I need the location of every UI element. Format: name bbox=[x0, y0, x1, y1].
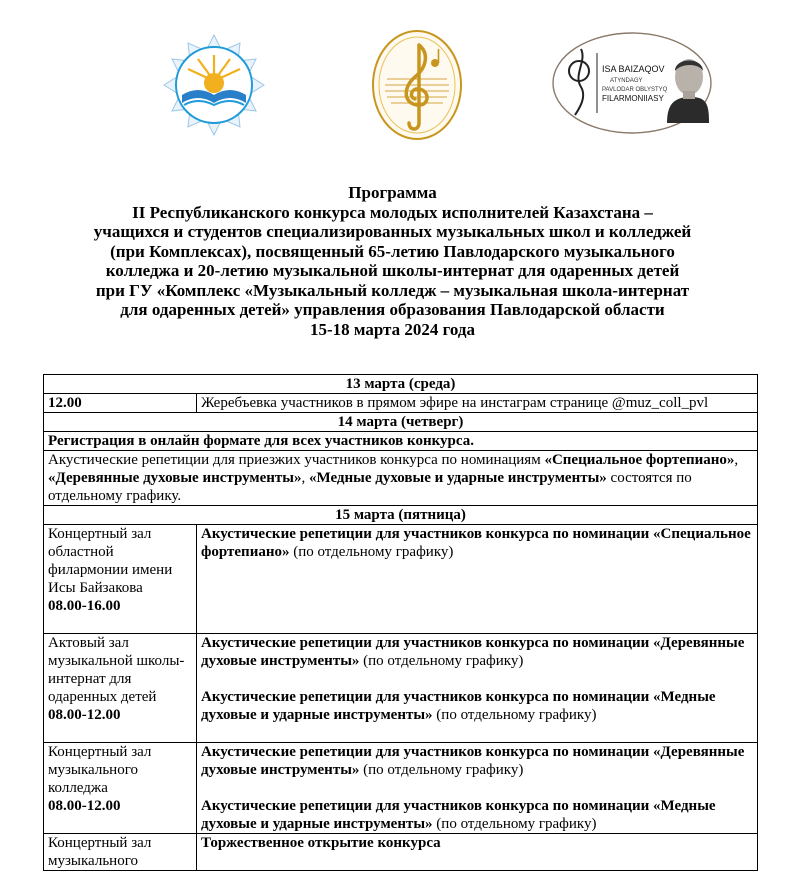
location-text: Актовый зал музыкальной школы-интернат для одаренных детей bbox=[48, 635, 185, 705]
rehearsal-text: состоятся по отдельному графику. bbox=[48, 470, 692, 504]
event-title: Акустические репетиции для участников конкурса по номинации «Медные духовые и ударные инструменты» bbox=[201, 689, 716, 723]
time-text: 08.00-12.00 bbox=[48, 707, 121, 723]
event-note: (по отдельному графику) bbox=[432, 816, 597, 832]
logo-text-line-2: ATYNDAGY bbox=[610, 78, 643, 84]
nomination-woodwind: «Деревянные духовые инструменты» bbox=[48, 470, 302, 486]
rehearsal-cell bbox=[44, 451, 758, 506]
table-row bbox=[44, 432, 758, 451]
program-title bbox=[60, 183, 725, 339]
day-header-row bbox=[44, 506, 758, 525]
day-header: 15 марта (пятница) bbox=[44, 506, 758, 525]
logo-strip bbox=[0, 0, 785, 170]
table-row bbox=[44, 834, 758, 871]
title-line: колледжа и 20-летию музыкальной школы-интернат для одаренных детей bbox=[105, 261, 680, 280]
day-header-row bbox=[44, 375, 758, 394]
title-line: учащихся и студентов специализированных музыкальных школ и колледжей bbox=[93, 222, 692, 241]
event-note: (по отдельному графику) bbox=[359, 762, 524, 778]
location-cell bbox=[44, 634, 197, 743]
event-note: (по отдельному графику) bbox=[359, 653, 524, 669]
day-header: 14 марта (четверг) bbox=[44, 413, 758, 432]
event-note: (по отдельному графику) bbox=[432, 707, 597, 723]
event-cell bbox=[197, 634, 758, 743]
event-note: (по отдельному графику) bbox=[289, 544, 454, 560]
table-row bbox=[44, 451, 758, 506]
schedule-table bbox=[43, 374, 758, 871]
rehearsal-text: Акустические репетиции для приезжих участников конкурса по номинациям bbox=[48, 452, 545, 468]
time-text: 08.00-12.00 bbox=[48, 798, 121, 814]
table-row bbox=[44, 394, 758, 413]
table-row bbox=[44, 743, 758, 834]
logo-text-line-4: FILARMONIIASY bbox=[602, 94, 664, 103]
event-cell bbox=[197, 525, 758, 634]
table-row bbox=[44, 634, 758, 743]
title-line: II Республиканского конкурса молодых исполнителей Казахстана – bbox=[132, 202, 653, 222]
title-line: Программа bbox=[348, 183, 437, 202]
location-cell bbox=[44, 834, 197, 871]
location-cell bbox=[44, 525, 197, 634]
event-cell bbox=[197, 743, 758, 834]
time-cell: 12.00 bbox=[44, 394, 197, 413]
event-title: Акустические репетиции для участников конкурса по номинации «Специальное фортепиано» bbox=[201, 526, 751, 560]
event-title: Торжественное открытие конкурса bbox=[201, 835, 441, 851]
event-cell bbox=[197, 834, 758, 871]
isa-baizaqov-philharmonic-emblem-icon bbox=[551, 31, 713, 135]
event-title: Акустические репетиции для участников конкурса по номинации «Медные духовые и ударные инструменты» bbox=[201, 798, 716, 832]
nomination-piano: «Специальное фортепиано» bbox=[544, 452, 735, 468]
time-text: 08.00-16.00 bbox=[48, 598, 121, 614]
event-title: Акустические репетиции для участников конкурса по номинации «Деревянные духовые инструменты» bbox=[201, 635, 745, 669]
location-cell bbox=[44, 743, 197, 834]
event-title: Акустические репетиции для участников конкурса по номинации «Деревянные духовые инструменты» bbox=[201, 744, 745, 778]
location-text: Концертный зал музыкального bbox=[48, 835, 152, 869]
title-line: при ГУ «Комплекс «Музыкальный колледж – музыкальная школа-интернат bbox=[95, 280, 690, 300]
logo-text-line-1: ISA BAIZAQOV bbox=[602, 64, 665, 74]
location-text: Концертный зал областной филармонии имени Исы Байзакова bbox=[48, 526, 173, 596]
location-text: Концертный зал музыкального колледжа bbox=[48, 744, 152, 796]
registration-cell: Регистрация в онлайн формате для всех участников конкурса. bbox=[44, 432, 758, 451]
open-book-sun-emblem-icon bbox=[158, 29, 270, 141]
event-cell: Жеребъевка участников в прямом эфире на инстаграм странице @muz_coll_pvl bbox=[197, 394, 758, 413]
logo-text-line-3: PAVLODAR OBLYSTYQ bbox=[602, 87, 668, 93]
title-line: (при Комплексах), посвященный 65-летию Павлодарского музыкального bbox=[110, 241, 675, 261]
title-line: для одаренных детей» управления образования Павлодарской области bbox=[120, 300, 665, 319]
table-row bbox=[44, 525, 758, 634]
nomination-brass: «Медные духовые и ударные инструменты» bbox=[308, 470, 607, 486]
day-header-row bbox=[44, 413, 758, 432]
day-header: 13 марта (среда) bbox=[44, 375, 758, 394]
golden-treble-clef-emblem-icon bbox=[369, 27, 465, 143]
title-line: 15-18 марта 2024 года bbox=[309, 319, 476, 339]
separator: , bbox=[734, 452, 739, 468]
separator: , bbox=[301, 470, 309, 486]
